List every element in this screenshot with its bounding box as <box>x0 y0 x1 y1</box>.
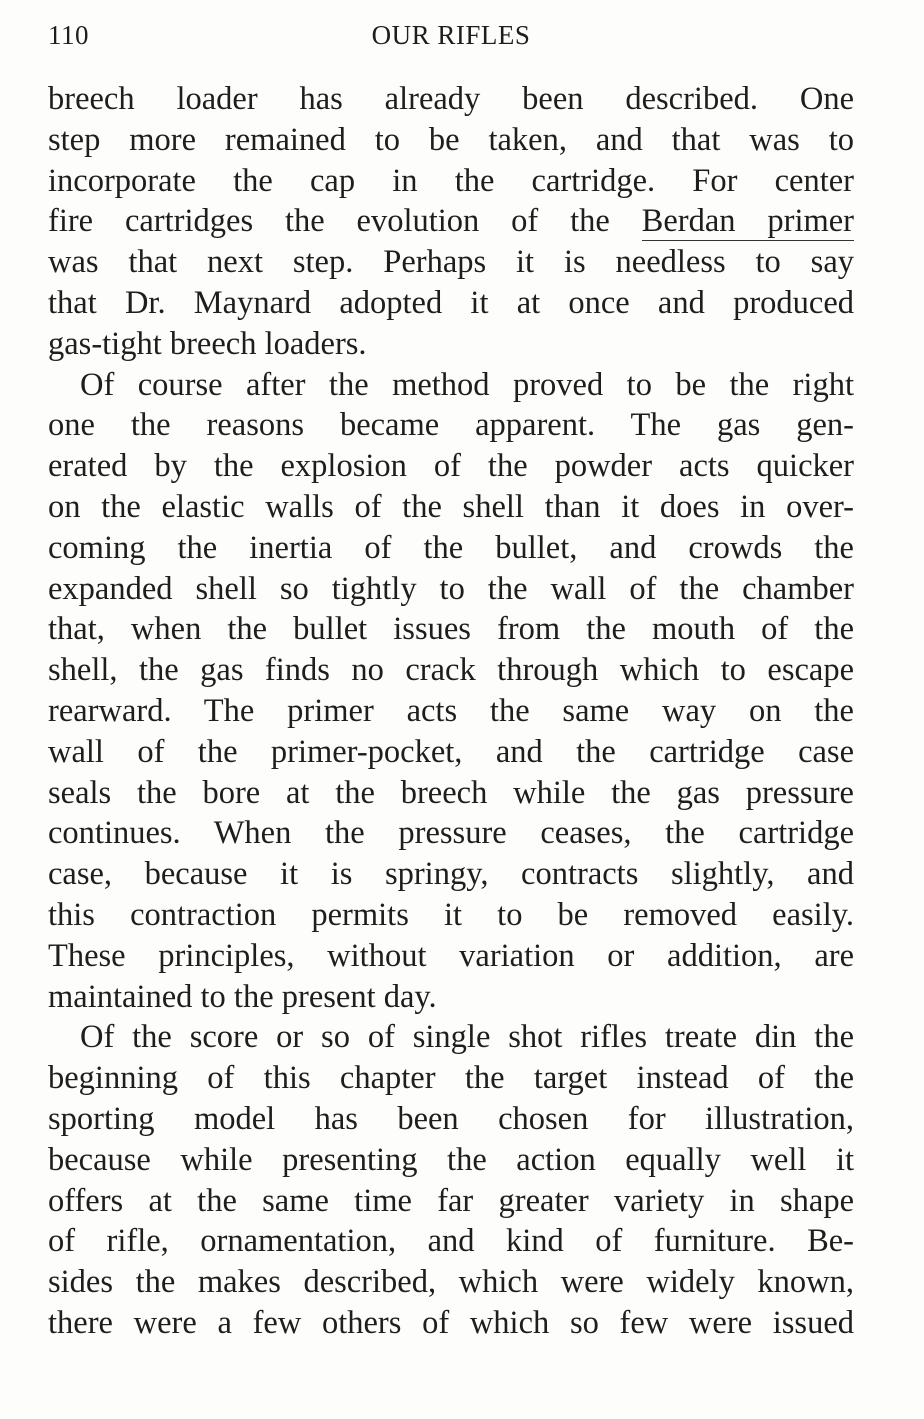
text-line: one the reasons became apparent. The gas gen- <box>48 407 854 444</box>
text-line: coming the inertia of the bullet, and crowds the <box>48 529 854 566</box>
text-line: erated by the explosion of the powder acts quicker <box>48 448 854 485</box>
text-line <box>48 201 854 242</box>
text-line: shell, the gas finds no crack through which to escape <box>48 652 854 689</box>
text-line: gas-tight breech loaders. <box>48 325 367 362</box>
underlined-term: Berdan primer <box>641 203 854 240</box>
text-line: case, because it is springy, contracts slightly, and <box>48 856 854 893</box>
page-number: 110 <box>48 20 89 50</box>
text-line: rearward. The primer acts the same way on the <box>48 692 854 729</box>
text-line: that Dr. Maynard adopted it at once and produced <box>48 284 854 321</box>
text-line: of rifle, ornamentation, and kind of furniture. Be- <box>48 1223 854 1260</box>
text-line: Of course after the method proved to be the right <box>80 366 854 403</box>
text-line: sporting model has been chosen for illustration, <box>48 1100 854 1137</box>
text-line: there were a few others of which so few were issued <box>48 1304 854 1341</box>
body-text <box>48 79 854 1344</box>
text-line: maintained to the present day. <box>48 978 437 1015</box>
text-line: These principles, without variation or addition, are <box>48 937 854 974</box>
text-line: that, when the bullet issues from the mouth of the <box>48 611 854 648</box>
text-line: on the elastic walls of the shell than it does in over- <box>48 488 854 525</box>
text-line: sides the makes described, which were widely known, <box>48 1264 854 1301</box>
text-line: wall of the primer-pocket, and the cartridge case <box>48 733 854 770</box>
text-line: seals the bore at the breech while the gas pressure <box>48 774 854 811</box>
text-line: because while presenting the action equally well it <box>48 1141 854 1178</box>
text-line: expanded shell so tightly to the wall of the chamber <box>48 570 854 607</box>
text-line: Of the score or so of single shot rifles treate din the <box>80 1019 854 1056</box>
running-head <box>48 20 854 56</box>
paragraph-3 <box>48 1017 854 1343</box>
text-line: step more remained to be taken, and that was to <box>48 121 854 158</box>
text-line: was that next step. Perhaps it is needless to say <box>48 244 854 281</box>
text-line: beginning of this chapter the target instead of the <box>48 1060 854 1097</box>
paragraph-2 <box>48 365 854 1018</box>
text-line: this contraction permits it to be removed easily. <box>48 896 854 933</box>
text-line: incorporate the cap in the cartridge. For center <box>48 162 854 199</box>
text-segment: fire cartridges the evolution of the <box>48 203 642 240</box>
text-line: breech loader has already been described. One <box>48 81 854 117</box>
text-line: offers at the same time far greater variety in shape <box>48 1182 854 1219</box>
text-line: continues. When the pressure ceases, the cartridge <box>48 815 854 852</box>
paragraph-1 <box>48 79 854 365</box>
running-title: OUR RIFLES <box>371 20 531 50</box>
